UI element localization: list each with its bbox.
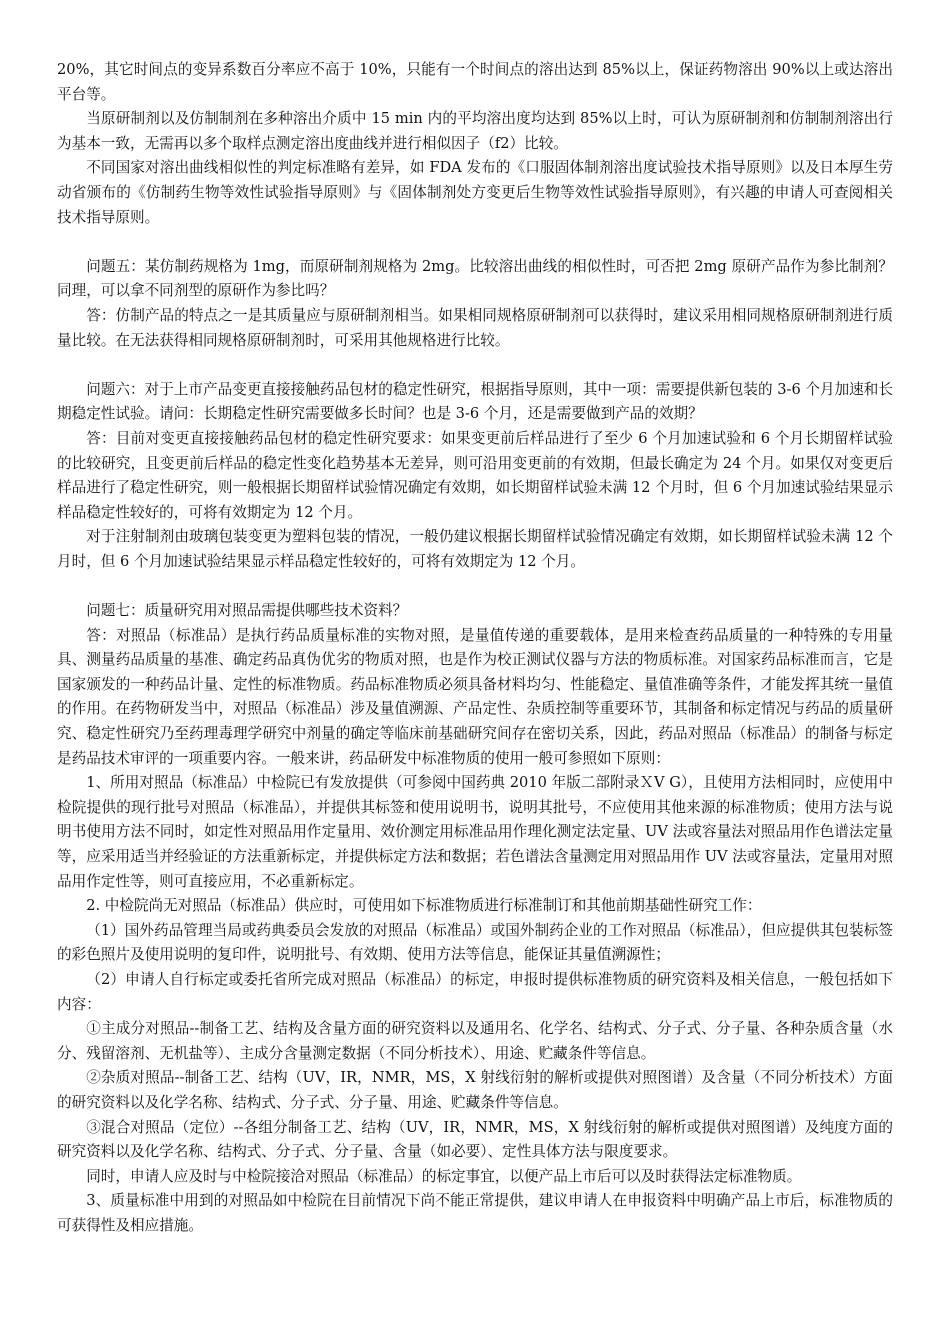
answer-7-item-1: 1、所用对照品（标准品）中检院已有发放提供（可参阅中国药典 2010 年版二部附录ＸⅤ G），且使用方法相同时，应使用中检院提供的现行批号对照品（标准品），并提供其标签和使用说明书，说明其批号，不应使用其他来源的标准物质；使用方法与说明书使用方法不同时，如定性对照品用作定量用、效价测定用标准品用作理化测定法定量、UV 法或容量法对照品用作色谱法定量等，应采用适当并经验证的方法重新标定，并提供标定方法和数据；若色谱法含量测定用对照品用作 UV 法或容量法，定量用对照品用作定性等，则可直接应用，不必重新标定。 [57, 774, 893, 890]
answer-7-item-2: 2. 中检院尚无对照品（标准品）供应时，可使用如下标准物质进行标准制订和其他前期基础性研究工作： [86, 897, 762, 915]
answer-7: 答：对照品（标准品）是执行药品质量标准的实物对照，是量值传递的重要载体，是用来检查药品质量的一种特殊的专用量具、测量药品质量的基准、确定药品真伪优劣的物质对照，也是作为校正测试仪器与方法的物质标准。对国家药品标准而言，它是国家颁发的一种药品计量、定性的标准物质。药品标准物质必须具备材料均匀、性能稳定、量值准确等条件，才能发挥其统一量值的作用。在药物研发当中，对照品（标准品）涉及量值溯源、产品定性、杂质控制等重要环节，其制备和标定情况与药品的质量研究、稳定性研究乃至药理毒理学研究中剂量的确定等临床前基础研究间存在密切关系，因此，药品对照品（标准品）的制备与标定是药品技术审评的一项重要内容。一般来讲，药品研发中标准物质的使用一般可参照如下原则： [57, 626, 893, 767]
paragraph-spacer [57, 574, 893, 599]
answer-7-contact: 同时，申请人应及时与中检院接洽对照品（标准品）的标定事宜，以便产品上市后可以及时获得法定标准物质。 [86, 1167, 802, 1185]
paragraph-spacer [57, 353, 893, 378]
answer-7-item-2-2: （2）申请人自行标定或委托省所完成对照品（标准品）的标定，申报时提供标准物质的研究资料及相关信息，一般包括如下内容： [57, 970, 893, 1013]
answer-7-item-3: 3、质量标准中用到的对照品如中检院在目前情况下尚不能正常提供，建议申请人在申报资料中明确产品上市后，标准物质的可获得性及相应措施。 [57, 1192, 893, 1234]
answer-7-mixed: ③混合对照品（定位）--各组分制备工艺、结构（UV，IR，NMR，MS，X 射线衍射的解析或提供对照图谱）及纯度方面的研究资料以及化学名称、结构式、分子式、分子量、含量（如必要）、定性具体方法与限度要求。 [57, 1118, 893, 1161]
answer-5: 答：仿制产品的特点之一是其质量应与原研制剂相当。如果相同规格原研制剂可以获得时，建议采用相同规格原研制剂进行质量比较。在无法获得相同规格原研制剂时，可采用其他规格进行比较。 [57, 306, 893, 349]
paragraph-dissolution-criteria: 20%，其它时间点的变异系数百分率应不高于 10%，只能有一个时间点的溶出达到 85%以上，保证药物溶出 90%以上或达溶出平台等。 [57, 61, 893, 103]
answer-6: 答：目前对变更直接接触药品包材的稳定性研究要求：如果变更前后样品进行了至少 6 个月加速试验和 6 个月长期留样试验的比较研究，且变更前后样品的稳定性变化趋势基本无差异，则可沿用变更前的有效期，但最长确定为 24 个月。如果仅对变更后样品进行了稳定性研究，则一般根据长期留样试验情况确定有效期，如长期留样试验未满 12 个月时，但 6 个月加速试验结果显示样品稳定性较好的，可将有效期定为 12 个月。 [57, 429, 893, 521]
answer-6-injection: 对于注射制剂由玻璃包装变更为塑料包装的情况，一般仍建议根据长期留样试验情况确定有效期，如长期留样试验未满 12 个月时，但 6 个月加速试验结果显示样品稳定性较好的，可将有效期定为 12 个月。 [57, 528, 893, 570]
paragraph-spacer [57, 230, 893, 255]
paragraph-rapid-dissolution: 当原研制剂以及仿制制剂在多种溶出介质中 15 min 内的平均溶出度均达到 85%以上时，可认为原研制剂和仿制制剂溶出行为基本一致，无需再以多个取样点测定溶出度曲线并进行相似因子（f2）比较。 [57, 110, 893, 152]
answer-7-item-2-1: （1）国外药品管理当局或药典委员会发放的对照品（标准品）或国外制药企业的工作对照品（标准品），但应提供其包装标签的彩色照片及使用说明的复印件，说明批号、有效期、使用方法等信息，能保证其量值溯源性； [57, 921, 893, 964]
answer-7-impurity: ②杂质对照品--制备工艺、结构（UV，IR，NMR，MS，X 射线衍射的解析或提供对照图谱）及含量（不同分析技术）方面的研究资料以及化学名称、结构式、分子式、分子量、用途、贮藏条件等信息。 [57, 1069, 893, 1111]
answer-7-main-component: ①主成分对照品--制备工艺、结构及含量方面的研究资料以及通用名、化学名、结构式、分子式、分子量、各种杂质含量（水分、残留溶剂、无机盐等）、主成分含量测定数据（不同分析技术）、用途、贮藏条件等信息。 [57, 1020, 893, 1062]
document-page [57, 58, 893, 1239]
question-6: 问题六：对于上市产品变更直接接触药品包材的稳定性研究，根据指导原则，其中一项：需要提供新包装的 3-6 个月加速和长期稳定性试验。请问：长期稳定性研究需要做多长时间？也是 3-6 个月，还是需要做到产品的效期？ [57, 380, 893, 423]
paragraph-international-standards: 不同国家对溶出曲线相似性的判定标准略有差异，如 FDA 发布的《口服固体制剂溶出度试验技术指导原则》以及日本厚生劳动省颁布的《仿制药生物等效性试验指导原则》与《固体制剂处方变更后生物等效性试验指导原则》，有兴趣的申请人可查阅相关技术指导原则。 [57, 159, 893, 226]
question-5: 问题五：某仿制药规格为 1mg，而原研制剂规格为 2mg。比较溶出曲线的相似性时，可否把 2mg 原研产品作为参比制剂？同理，可以拿不同剂型的原研作为参比吗？ [57, 257, 893, 300]
question-7: 问题七：质量研究用对照品需提供哪些技术资料？ [86, 602, 408, 620]
